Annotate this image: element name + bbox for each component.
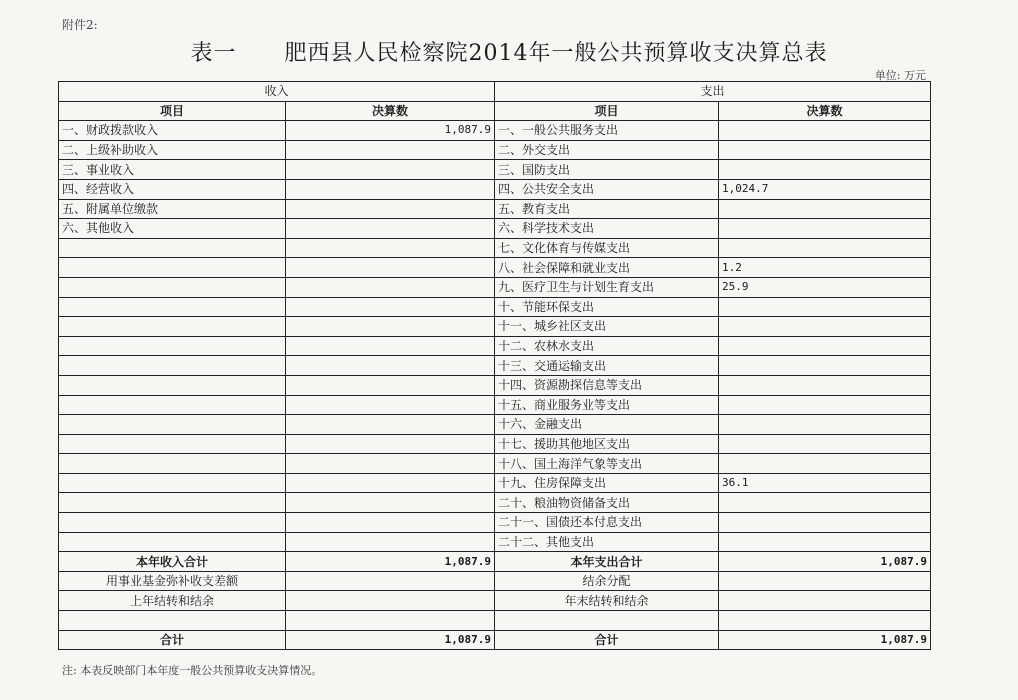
table-row <box>59 297 931 317</box>
expense-amount-cell <box>719 454 931 474</box>
year-income-label: 本年收入合计 <box>59 552 286 572</box>
expense-amount-header: 决算数 <box>719 101 931 121</box>
year-income-value: 1,087.9 <box>286 552 495 572</box>
income-item-cell: 四、经营收入 <box>59 179 286 199</box>
blank-cell <box>286 611 495 631</box>
total-row <box>59 630 931 650</box>
income-amount-cell <box>286 317 495 337</box>
expense-amount-cell <box>719 121 931 141</box>
attachment-label: 附件2: <box>62 18 98 32</box>
income-item-cell: 二、上级补助收入 <box>59 140 286 160</box>
income-amount-cell <box>286 336 495 356</box>
fund-balance-label: 用事业基金弥补收支差额 <box>59 571 286 591</box>
total-row <box>59 552 931 572</box>
expense-item-cell: 十、节能环保支出 <box>495 297 719 317</box>
income-amount-cell <box>286 513 495 533</box>
income-item-cell: 五、附属单位缴款 <box>59 199 286 219</box>
table-row <box>59 473 931 493</box>
income-item-cell <box>59 454 286 474</box>
blank-cell <box>495 611 719 631</box>
expense-item-cell: 七、文化体育与传媒支出 <box>495 238 719 258</box>
income-amount-cell <box>286 179 495 199</box>
income-amount-header: 决算数 <box>286 101 495 121</box>
expense-amount-cell <box>719 434 931 454</box>
income-amount-cell <box>286 375 495 395</box>
table-row <box>59 434 931 454</box>
budget-table <box>58 81 931 650</box>
year-end-carryover-value <box>719 591 931 611</box>
income-item-cell <box>59 238 286 258</box>
expense-section-header: 支出 <box>495 82 931 102</box>
title-text: 肥西县人民检察院2014年一般公共预算收支决算总表 <box>284 41 828 66</box>
income-amount-cell <box>286 219 495 239</box>
unit-label: 单位: 万元 <box>874 69 926 82</box>
expense-item-cell: 二十二、其他支出 <box>495 532 719 552</box>
column-header-row <box>59 101 931 121</box>
expense-item-cell: 十六、金融支出 <box>495 415 719 435</box>
income-amount-cell <box>286 532 495 552</box>
grand-total-income-value: 1,087.9 <box>286 630 495 650</box>
table-row <box>59 121 931 141</box>
expense-item-cell: 九、医疗卫生与计划生育支出 <box>495 277 719 297</box>
income-amount-cell <box>286 493 495 513</box>
expense-item-header: 项目 <box>495 101 719 121</box>
expense-item-cell: 十四、资源勘探信息等支出 <box>495 375 719 395</box>
total-row <box>59 591 931 611</box>
table-row <box>59 277 931 297</box>
income-item-cell <box>59 297 286 317</box>
table-row <box>59 493 931 513</box>
income-amount-cell <box>286 473 495 493</box>
expense-item-cell: 十一、城乡社区支出 <box>495 317 719 337</box>
income-item-cell <box>59 317 286 337</box>
table-row <box>59 395 931 415</box>
prev-carryover-label: 上年结转和结余 <box>59 591 286 611</box>
income-amount-cell <box>286 140 495 160</box>
income-item-cell <box>59 493 286 513</box>
income-section-header: 收入 <box>59 82 495 102</box>
income-item-header: 项目 <box>59 101 286 121</box>
expense-amount-cell: 1.2 <box>719 258 931 278</box>
grand-total-expense-label: 合计 <box>495 630 719 650</box>
expense-item-cell: 二十、粮油物资储备支出 <box>495 493 719 513</box>
expense-amount-cell: 36.1 <box>719 473 931 493</box>
table-row <box>59 258 931 278</box>
expense-amount-cell <box>719 140 931 160</box>
income-amount-cell <box>286 277 495 297</box>
income-amount-cell: 1,087.9 <box>286 121 495 141</box>
expense-amount-cell <box>719 493 931 513</box>
income-amount-cell <box>286 238 495 258</box>
expense-amount-cell <box>719 238 931 258</box>
grand-total-expense-value: 1,087.9 <box>719 630 931 650</box>
table-row <box>59 199 931 219</box>
year-end-carryover-label: 年末结转和结余 <box>495 591 719 611</box>
budget-table-body <box>59 82 931 650</box>
footnote: 注: 本表反映部门本年度一般公共预算收支决算情况。 <box>62 664 323 677</box>
total-row <box>59 611 931 631</box>
expense-item-cell: 六、科学技术支出 <box>495 219 719 239</box>
income-item-cell: 三、事业收入 <box>59 160 286 180</box>
total-row <box>59 571 931 591</box>
income-item-cell <box>59 336 286 356</box>
expense-item-cell: 二、外交支出 <box>495 140 719 160</box>
table-row <box>59 160 931 180</box>
expense-amount-cell <box>719 415 931 435</box>
income-item-cell: 六、其他收入 <box>59 219 286 239</box>
income-amount-cell <box>286 258 495 278</box>
table-row <box>59 179 931 199</box>
income-amount-cell <box>286 199 495 219</box>
expense-amount-cell: 25.9 <box>719 277 931 297</box>
expense-item-cell: 一、一般公共服务支出 <box>495 121 719 141</box>
expense-item-cell: 八、社会保障和就业支出 <box>495 258 719 278</box>
page-title <box>0 36 1018 67</box>
income-item-cell <box>59 532 286 552</box>
surplus-distribution-value <box>719 571 931 591</box>
blank-cell <box>719 611 931 631</box>
blank-cell <box>59 611 286 631</box>
table-row <box>59 513 931 533</box>
income-amount-cell <box>286 454 495 474</box>
income-item-cell <box>59 473 286 493</box>
expense-item-cell: 四、公共安全支出 <box>495 179 719 199</box>
expense-amount-cell <box>719 219 931 239</box>
year-expense-label: 本年支出合计 <box>495 552 719 572</box>
income-item-cell <box>59 513 286 533</box>
expense-item-cell: 十七、援助其他地区支出 <box>495 434 719 454</box>
expense-amount-cell <box>719 356 931 376</box>
income-item-cell <box>59 258 286 278</box>
expense-amount-cell <box>719 336 931 356</box>
table-row <box>59 356 931 376</box>
income-amount-cell <box>286 160 495 180</box>
table-row <box>59 238 931 258</box>
income-item-cell <box>59 375 286 395</box>
income-amount-cell <box>286 356 495 376</box>
table-row <box>59 317 931 337</box>
income-item-cell <box>59 277 286 297</box>
prev-carryover-value <box>286 591 495 611</box>
income-item-cell <box>59 415 286 435</box>
surplus-distribution-label: 结余分配 <box>495 571 719 591</box>
expense-amount-cell: 1,024.7 <box>719 179 931 199</box>
table-row <box>59 375 931 395</box>
year-expense-value: 1,087.9 <box>719 552 931 572</box>
expense-item-cell: 二十一、国债还本付息支出 <box>495 513 719 533</box>
expense-item-cell: 三、国防支出 <box>495 160 719 180</box>
income-item-cell <box>59 395 286 415</box>
income-item-cell: 一、财政拨款收入 <box>59 121 286 141</box>
income-item-cell <box>59 434 286 454</box>
grand-total-income-label: 合计 <box>59 630 286 650</box>
table-row <box>59 219 931 239</box>
income-amount-cell <box>286 297 495 317</box>
section-header-row <box>59 82 931 102</box>
expense-amount-cell <box>719 297 931 317</box>
table-row <box>59 140 931 160</box>
income-amount-cell <box>286 395 495 415</box>
expense-item-cell: 十五、商业服务业等支出 <box>495 395 719 415</box>
table-row <box>59 415 931 435</box>
expense-amount-cell <box>719 532 931 552</box>
table-tag: 表一 <box>190 41 237 66</box>
expense-item-cell: 五、教育支出 <box>495 199 719 219</box>
expense-amount-cell <box>719 395 931 415</box>
expense-amount-cell <box>719 513 931 533</box>
expense-amount-cell <box>719 160 931 180</box>
income-amount-cell <box>286 415 495 435</box>
table-row <box>59 532 931 552</box>
income-amount-cell <box>286 434 495 454</box>
expense-amount-cell <box>719 199 931 219</box>
table-row <box>59 454 931 474</box>
expense-item-cell: 十三、交通运输支出 <box>495 356 719 376</box>
expense-item-cell: 十九、住房保障支出 <box>495 473 719 493</box>
table-row <box>59 336 931 356</box>
income-item-cell <box>59 356 286 376</box>
expense-item-cell: 十八、国土海洋气象等支出 <box>495 454 719 474</box>
expense-item-cell: 十二、农林水支出 <box>495 336 719 356</box>
expense-amount-cell <box>719 375 931 395</box>
fund-balance-value <box>286 571 495 591</box>
expense-amount-cell <box>719 317 931 337</box>
